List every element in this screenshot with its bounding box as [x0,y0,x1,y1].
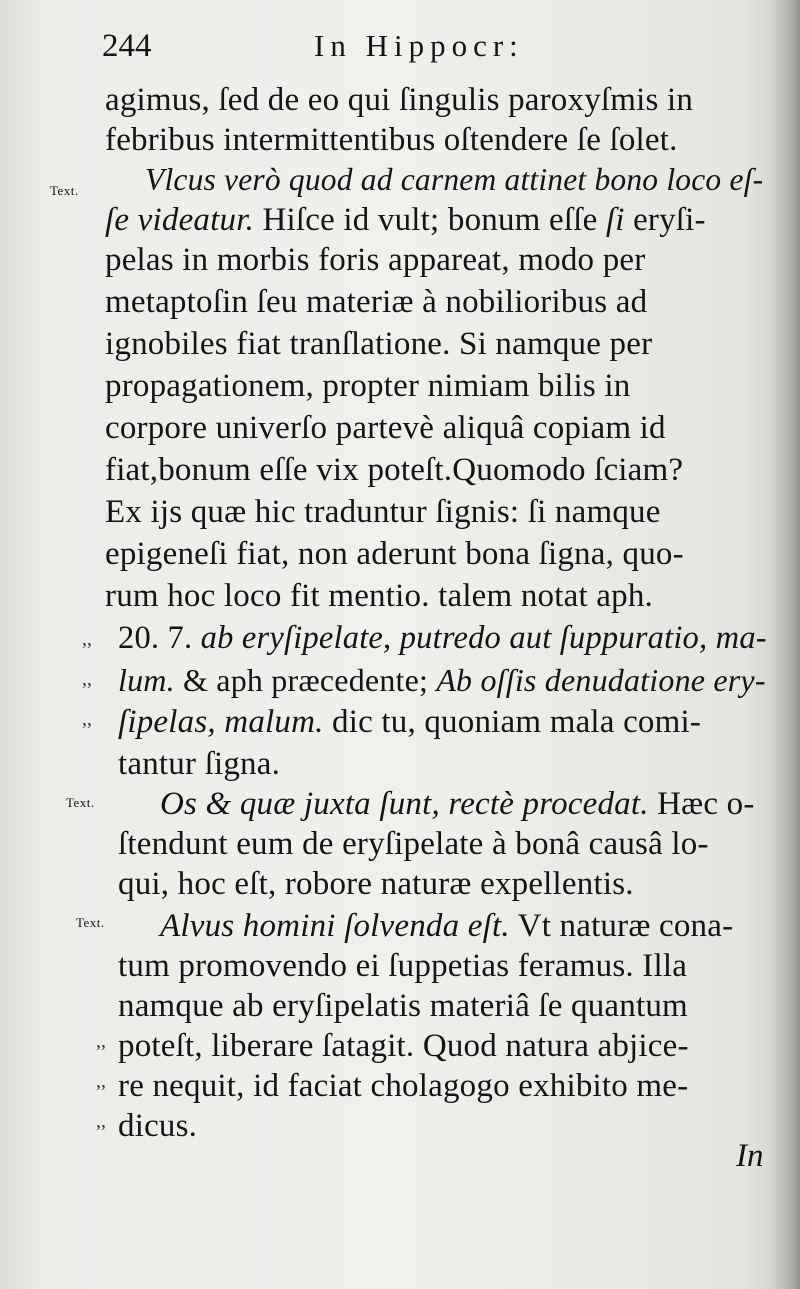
text-line: Alvus homini ſolvenda eſt. Vt naturæ cona- [160,908,734,944]
text-line: tantur ſigna. [118,746,281,782]
page-number: 244 [102,28,152,64]
text-line: Ex ijs quæ hic traduntur ſignis: ſi namque [105,494,661,530]
text-line: propagationem, propter nimiam bilis in [105,368,631,404]
text-line: poteſt, liberare ſatagit. Quod natura abjice- [118,1028,689,1064]
margin-quote-mark: ,, [96,1030,106,1052]
text-line: ignobiles fiat tranſlatione. Si namque per [105,326,653,362]
page-header [102,28,662,74]
margin-text-label: Text. [76,915,105,930]
text-line: febribus intermittentibus oſtendere ſe ſolet. [105,122,678,158]
text-line: agimus, ſed de eo qui ſingulis paroxyſmis in [105,82,694,118]
running-title: In Hippocr: [314,28,524,63]
text-line: tum promovendo ei ſuppetias feramus. Illa [118,948,688,984]
text-line: rum hoc loco fit mentio. talem notat aph. [105,578,653,614]
text-line: Os & quæ juxta ſunt, rectè procedat. Hæc o- [160,786,755,822]
text-line: ſtendunt eum de eryſipelate à bonâ causâ lo- [118,826,709,862]
text-line: ſipelas, malum. dic tu, quoniam mala comi- [118,704,702,740]
page-gutter-shadow [770,0,800,1289]
margin-text-label: Text. [50,183,79,198]
text-line: lum. & aph præcedente; Ab oſſis denudatione ery- [118,662,766,698]
margin-quote-mark: ,, [96,1070,106,1092]
text-line: ſe videatur. Hiſce id vult; bonum eſſe ſi eryſi- [105,202,706,238]
margin-text-label: Text. [66,795,95,810]
text-line: metaptoſin ſeu materiæ à nobilioribus ad [105,284,648,320]
text-line: corpore univerſo partevè aliquâ copiam id [105,410,666,446]
text-line: fiat,bonum eſſe vix poteſt.Quomodo ſciam? [105,452,684,488]
text-line: namque ab eryſipelatis materiâ ſe quantum [118,988,688,1024]
margin-quote-mark: ,, [96,1110,106,1132]
text-line: epigeneſi fiat, non aderunt bona ſigna, quo- [105,536,684,572]
text-line: 20. 7. ab eryſipelate, putredo aut ſuppuratio, ma- [118,620,767,656]
text-line: Vlcus verò quod ad carnem attinet bono loco eſ- [145,162,764,197]
margin-quote-mark: ,, [82,628,92,650]
text-line: qui, hoc eſt, robore naturæ expellentis. [118,866,634,902]
text-line: pelas in morbis foris appareat, modo per [105,242,646,278]
text-line: re nequit, id faciat cholagogo exhibito me- [118,1068,689,1104]
margin-quote-mark: ,, [82,708,92,730]
margin-quote-mark: ,, [82,668,92,690]
text-line: dicus. [118,1108,198,1144]
catchword: In [736,1138,764,1174]
